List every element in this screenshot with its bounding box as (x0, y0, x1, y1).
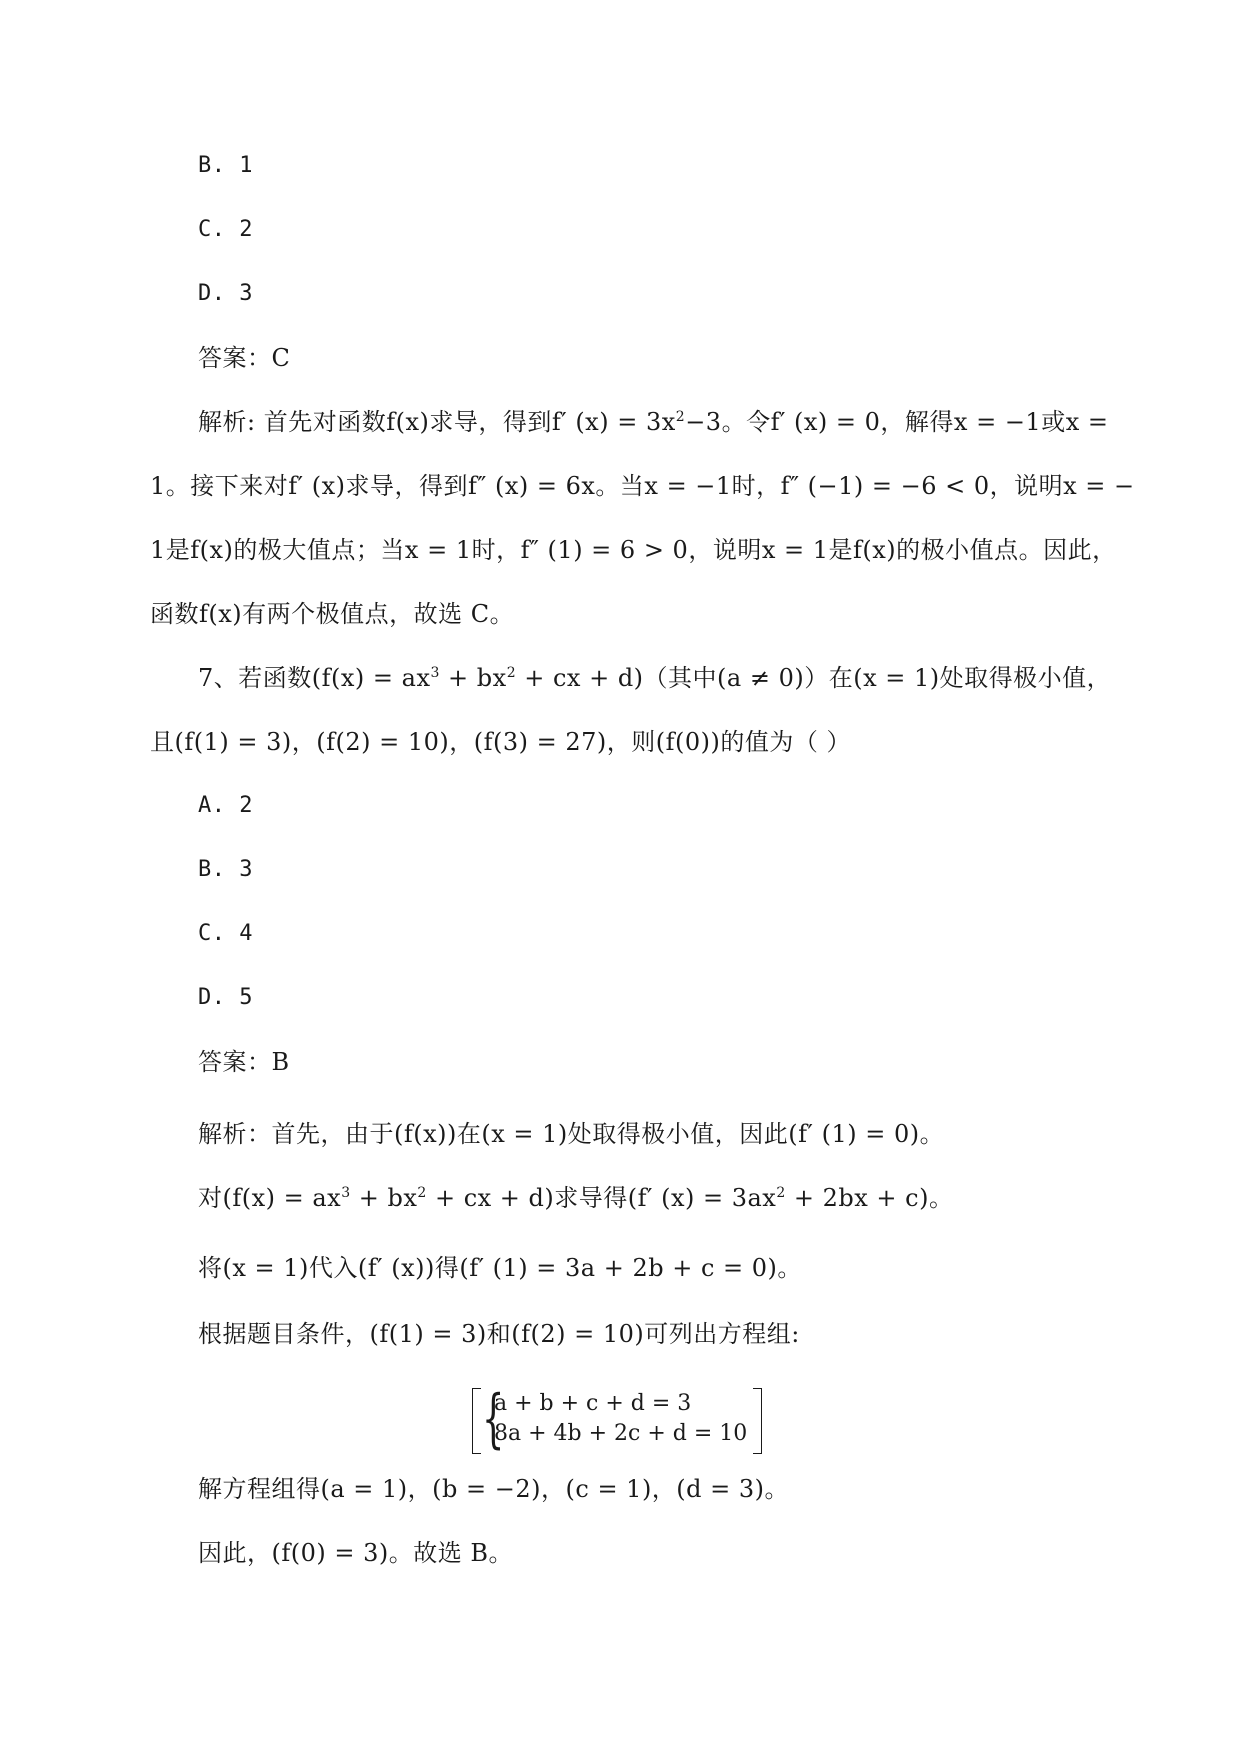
q7-stem-part-a: 7、若函数(f(x) = ax (198, 664, 431, 692)
equation-system (472, 1382, 762, 1456)
q7-stem-line-2: 且(f(1) = 3)，(f(2) = 10)，(f(3) = 27)，则(f(0))的值为（ ） (150, 728, 851, 756)
q7-solution-line-1: 解析：首先，由于(f(x))在(x = 1)处取得极小值，因此(f′ (1) = 0)。 (198, 1120, 945, 1148)
superscript: 2 (417, 1185, 427, 1201)
q7-solution-line-4: 根据题目条件，(f(1) = 3)和(f(2) = 10)可列出方程组: (198, 1320, 800, 1348)
superscript: 2 (776, 1185, 786, 1201)
q7-solution-part-d: + 2bx + c)。 (785, 1184, 954, 1212)
q7-solution-line-6: 因此，(f(0) = 3)。故选 B。 (198, 1539, 514, 1567)
q7-option-d: D. 5 (198, 985, 253, 1010)
q6-answer: 答案：C (198, 344, 291, 372)
q7-solution-line-5: 解方程组得(a = 1)，(b = −2)，(c = 1)，(d = 3)。 (198, 1475, 790, 1503)
superscript: 3 (341, 1185, 351, 1201)
left-bracket (472, 1388, 481, 1454)
equation-1: a + b + c + d = 3 (494, 1391, 692, 1416)
q6-analysis-line-2: 1。接下来对f′ (x)求导，得到f″ (x) = 6x。当x = −1时，f″ (−1) = −6 < 0，说明x = − (150, 472, 1135, 500)
q6-analysis-line-1-part-b: −3。令f′ (x) = 0，解得x = −1或x = (685, 408, 1109, 436)
q6-analysis-line-1 (198, 407, 1108, 437)
equation-2: 8a + 4b + 2c + d = 10 (494, 1421, 748, 1446)
superscript: 2 (506, 665, 517, 681)
left-brace: { (482, 1382, 505, 1456)
q6-analysis-line-3: 1是f(x)的极大值点；当x = 1时，f″ (1) = 6 > 0，说明x = 1是f(x)的极小值点。因此， (150, 536, 1117, 564)
q7-option-a: A. 2 (198, 793, 253, 818)
q7-solution-line-3: 将(x = 1)代入(f′ (x))得(f′ (1) = 3a + 2b + c = 0)。 (198, 1254, 802, 1282)
superscript: 3 (430, 665, 440, 681)
superscript: 2 (675, 409, 686, 425)
q6-option-d: D. 3 (198, 281, 253, 306)
q6-analysis-line-4: 函数f(x)有两个极值点，故选 C。 (150, 600, 515, 628)
q7-solution-part-b: + bx (350, 1184, 418, 1212)
q6-option-b: B. 1 (198, 153, 253, 178)
q7-solution-part-c: + cx + d)求导得(f′ (x) = 3ax (426, 1184, 777, 1212)
q6-analysis-line-1-part-a: 解析: 首先对函数f(x)求导，得到f′ (x) = 3x (198, 408, 676, 436)
q7-stem-line-1 (198, 663, 1111, 693)
q7-stem-part-c: + cx + d)（其中(a ≠ 0)）在(x = 1)处取得极小值， (516, 664, 1112, 692)
q7-stem-part-b: + bx (439, 664, 507, 692)
q7-solution-line-2 (198, 1183, 953, 1213)
q7-option-b: B. 3 (198, 857, 253, 882)
q7-solution-part-a: 对(f(x) = ax (198, 1184, 342, 1212)
q7-option-c: C. 4 (198, 921, 253, 946)
q6-option-c: C. 2 (198, 217, 253, 242)
right-bracket (753, 1388, 762, 1454)
q7-answer: 答案：B (198, 1048, 290, 1076)
